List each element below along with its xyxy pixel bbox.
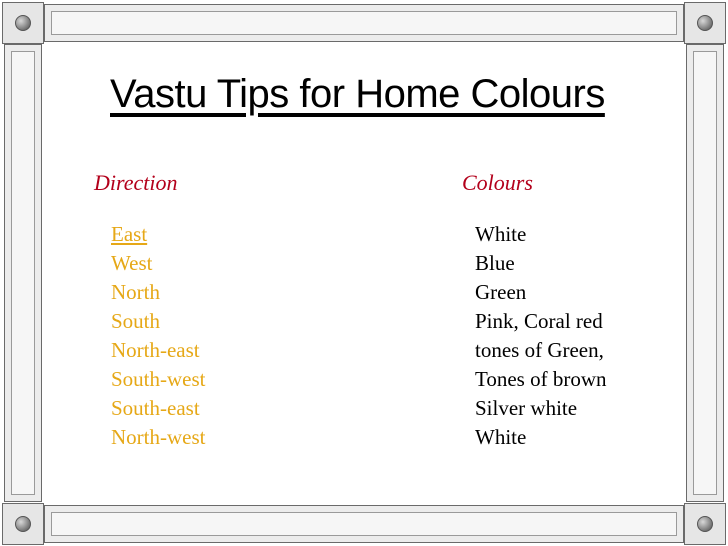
frame-top xyxy=(44,4,684,42)
colour-item: Blue xyxy=(475,251,515,275)
corner-bolt-icon xyxy=(684,2,726,44)
direction-item: North-west xyxy=(111,425,206,449)
corner-bolt-icon xyxy=(684,503,726,545)
direction-link-east[interactable]: East xyxy=(111,222,148,246)
colour-item: tones of Green, xyxy=(475,338,604,362)
colour-item: White xyxy=(475,425,527,449)
colours-header: Colours xyxy=(462,170,533,195)
direction-list xyxy=(111,220,206,452)
colour-item: Silver white xyxy=(475,396,578,420)
direction-item: South-east xyxy=(111,396,200,420)
colour-item: Tones of brown xyxy=(475,367,607,391)
direction-item: North-east xyxy=(111,338,200,362)
frame-right xyxy=(686,44,724,502)
colour-item: White xyxy=(475,222,527,246)
direction-item: West xyxy=(111,251,153,275)
corner-bolt-icon xyxy=(2,503,44,545)
direction-item: South-west xyxy=(111,367,206,391)
colour-list xyxy=(475,220,607,452)
frame-left xyxy=(4,44,42,502)
colour-item: Green xyxy=(475,280,527,304)
direction-header: Direction xyxy=(94,170,178,195)
corner-bolt-icon xyxy=(2,2,44,44)
slide-title: Vastu Tips for Home Colours xyxy=(110,72,605,116)
colour-item: Pink, Coral red xyxy=(475,309,603,333)
direction-item: South xyxy=(111,309,161,333)
direction-item xyxy=(111,220,206,249)
frame-bottom xyxy=(44,505,684,543)
direction-item: North xyxy=(111,280,160,304)
